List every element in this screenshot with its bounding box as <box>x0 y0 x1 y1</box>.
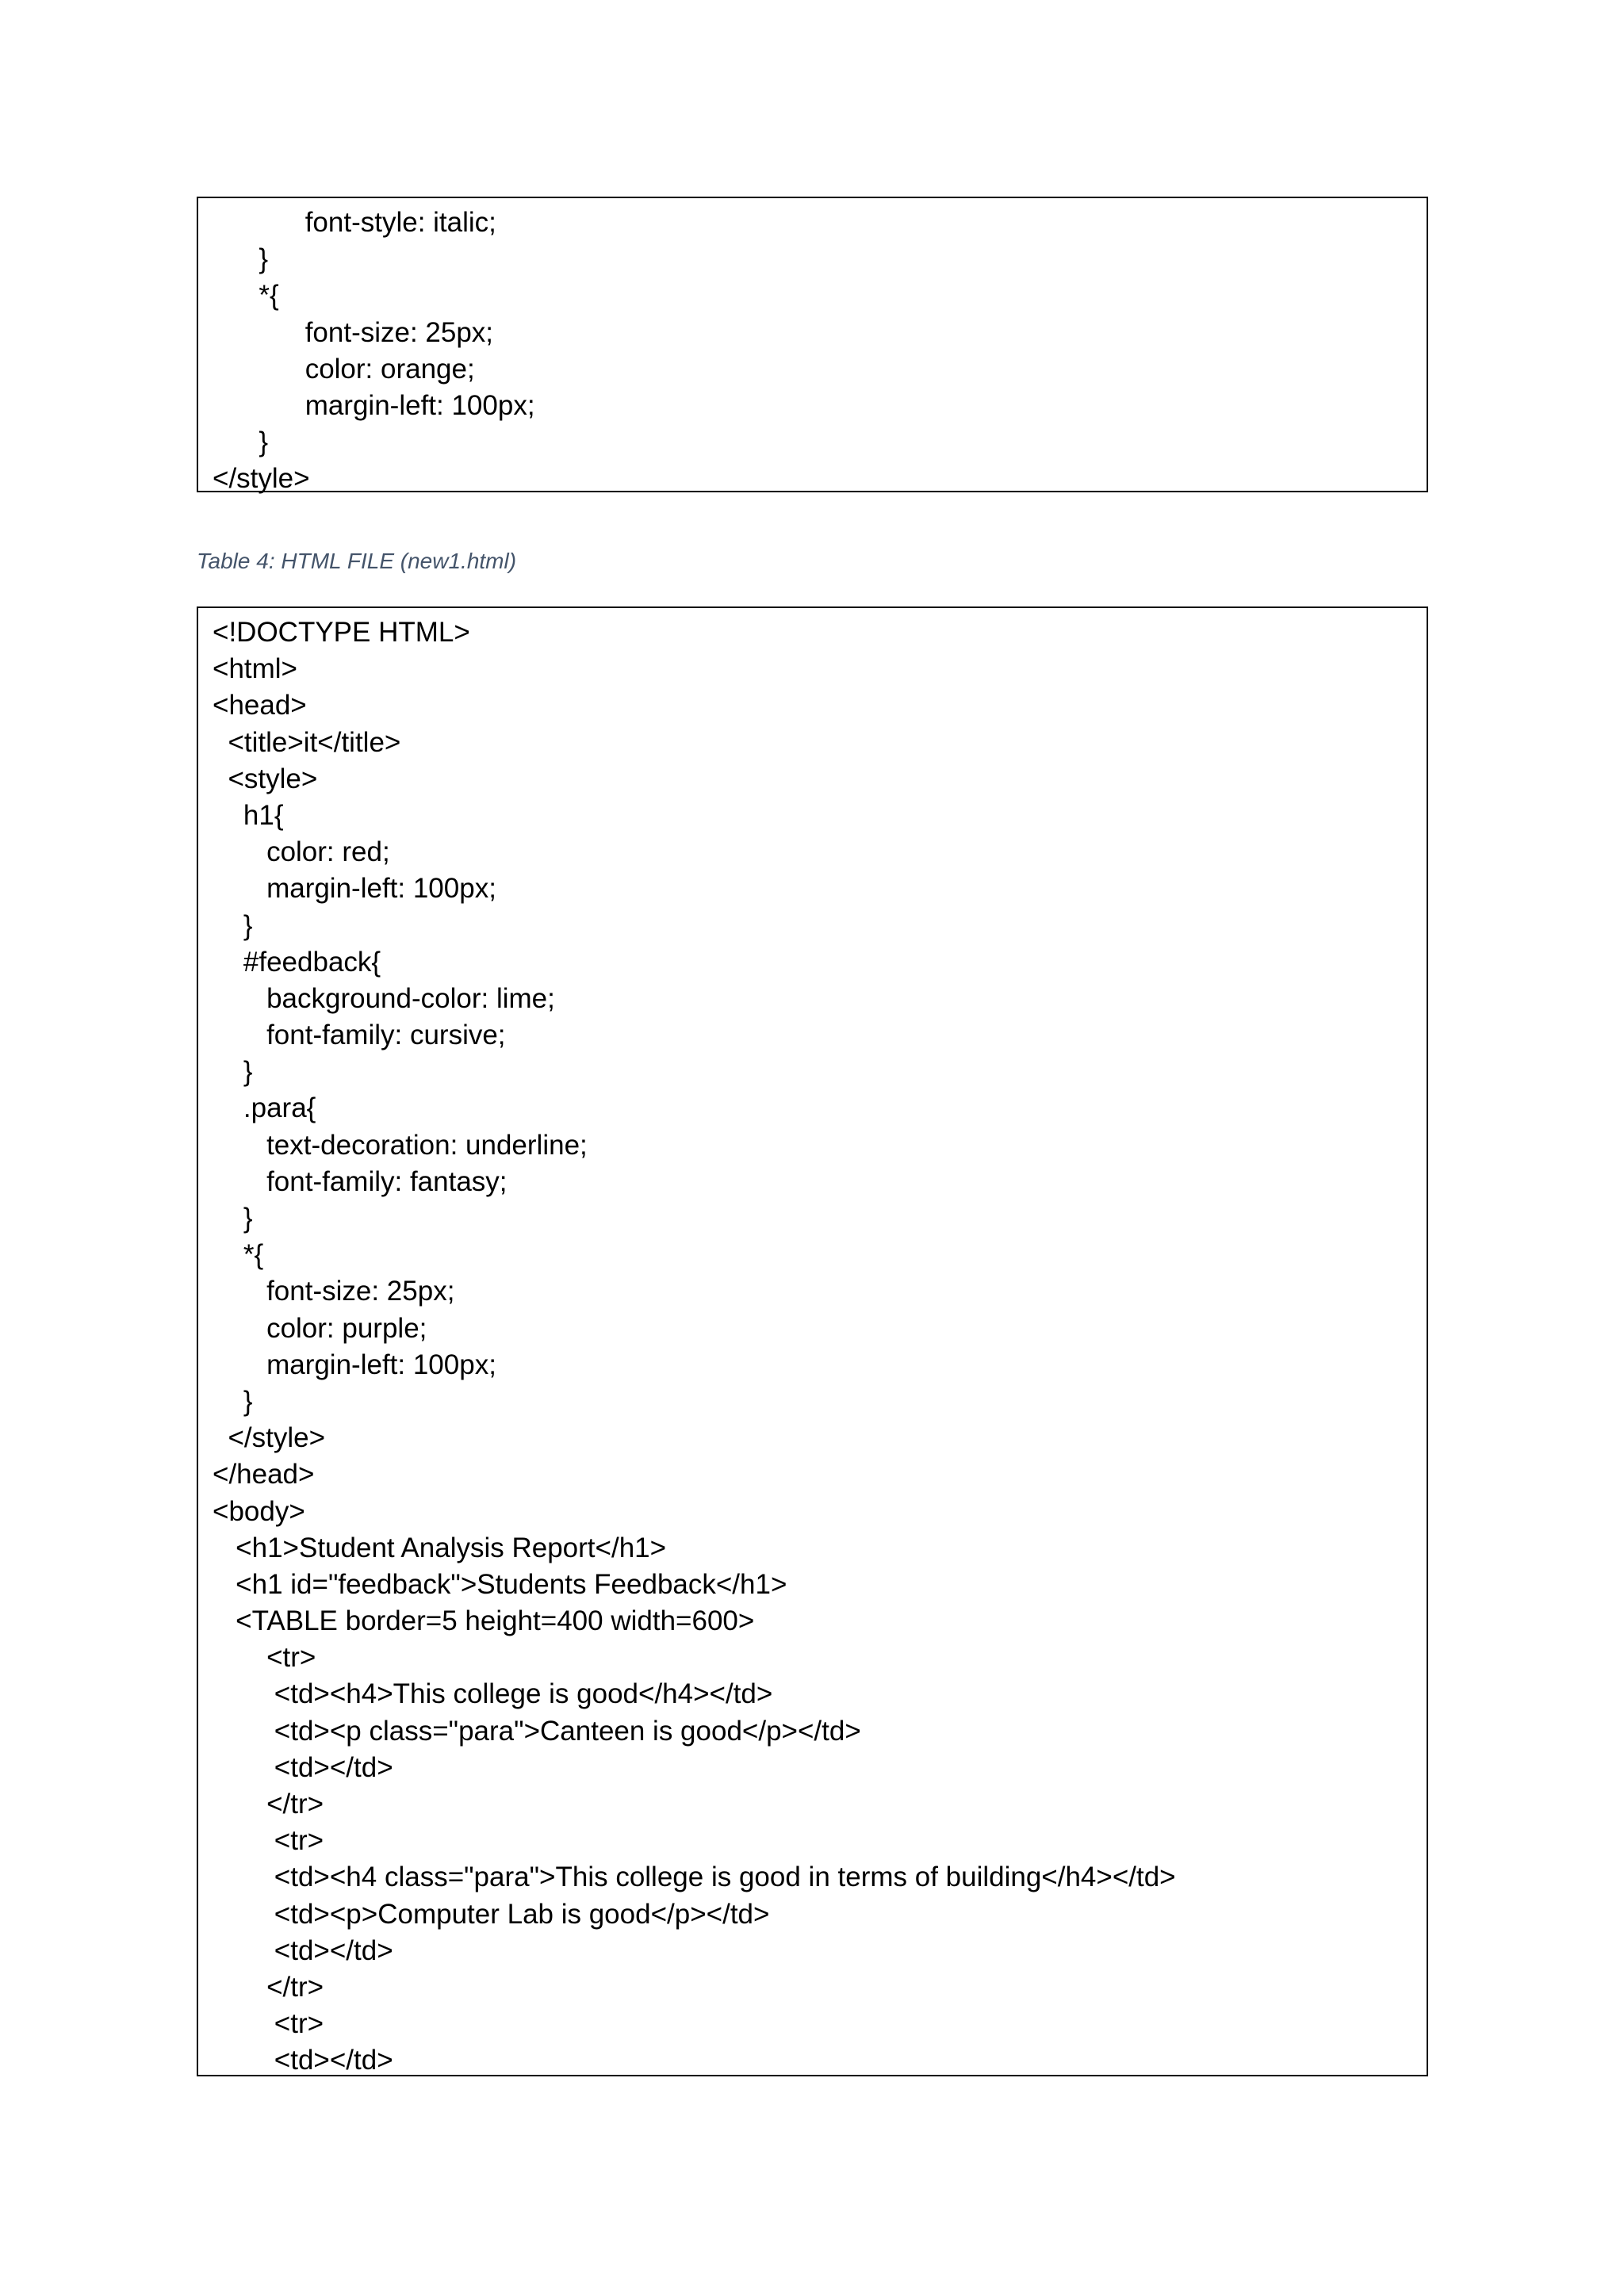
code-line: <title>it</title> <box>213 726 401 758</box>
code-line: } <box>213 427 269 458</box>
code-line: <td><p class="para">Canteen is good</p></td> <box>213 1715 861 1747</box>
code-line: <tr> <box>213 1642 316 1674</box>
code-line: } <box>213 1203 253 1234</box>
code-line: <td><h4 class="para">This college is good in terms of building</h4></td> <box>213 1862 1176 1893</box>
code-line: font-size: 25px; <box>213 316 494 348</box>
code-line: *{ <box>213 280 279 312</box>
code-line: <style> <box>213 763 318 794</box>
code-line: <TABLE border=5 height=400 width=600> <box>213 1605 755 1637</box>
code-line: .para{ <box>213 1093 316 1124</box>
code-line: } <box>213 909 253 941</box>
code-line: <tr> <box>213 2008 324 2040</box>
code-line: <body> <box>213 1495 305 1527</box>
code-line: </style> <box>213 1422 326 1454</box>
code-line: <html> <box>213 653 297 685</box>
code-line: </tr> <box>213 1971 324 2003</box>
table-caption: Table 4: HTML FILE (new1.html) <box>197 549 517 573</box>
code-line: <h1 id="feedback">Students Feedback</h1> <box>213 1568 787 1600</box>
code-line: </style> <box>213 463 310 495</box>
code-line: <td></td> <box>213 1934 393 1966</box>
code-line: font-family: fantasy; <box>213 1165 508 1197</box>
code-line: <h1>Student Analysis Report</h1> <box>213 1532 667 1563</box>
code-line: color: purple; <box>213 1312 427 1344</box>
code-line: font-style: italic; <box>213 207 496 238</box>
code-line: } <box>213 243 269 275</box>
code-line: margin-left: 100px; <box>213 873 496 905</box>
code-line: <td><p>Computer Lab is good</p></td> <box>213 1898 770 1930</box>
code-line: } <box>213 1385 253 1417</box>
code-line: #feedback{ <box>213 946 381 978</box>
code-line: font-family: cursive; <box>213 1020 506 1051</box>
code-block-css-continuation <box>197 197 1428 495</box>
code-line: </tr> <box>213 1789 324 1820</box>
code-line: <td><h4>This college is good</h4></td> <box>213 1678 773 1710</box>
code-line: </head> <box>213 1459 315 1490</box>
code-line: h1{ <box>213 799 284 831</box>
code-line: <td></td> <box>213 2045 393 2076</box>
code-line: background-color: lime; <box>213 982 555 1014</box>
code-line: *{ <box>213 1239 264 1271</box>
code-line: font-size: 25px; <box>213 1276 455 1307</box>
code-line: margin-left: 100px; <box>213 1349 496 1380</box>
code-line: <tr> <box>213 1825 324 1857</box>
code-line: } <box>213 1056 253 1088</box>
code-line: color: red; <box>213 836 390 868</box>
code-block-html-file <box>197 607 1428 2076</box>
code-line: <!DOCTYPE HTML> <box>213 617 470 648</box>
code-line: <head> <box>213 690 307 721</box>
code-line: text-decoration: underline; <box>213 1129 588 1161</box>
code-line: margin-left: 100px; <box>213 389 535 421</box>
code-line: <td></td> <box>213 1751 393 1783</box>
code-line: color: orange; <box>213 353 475 385</box>
